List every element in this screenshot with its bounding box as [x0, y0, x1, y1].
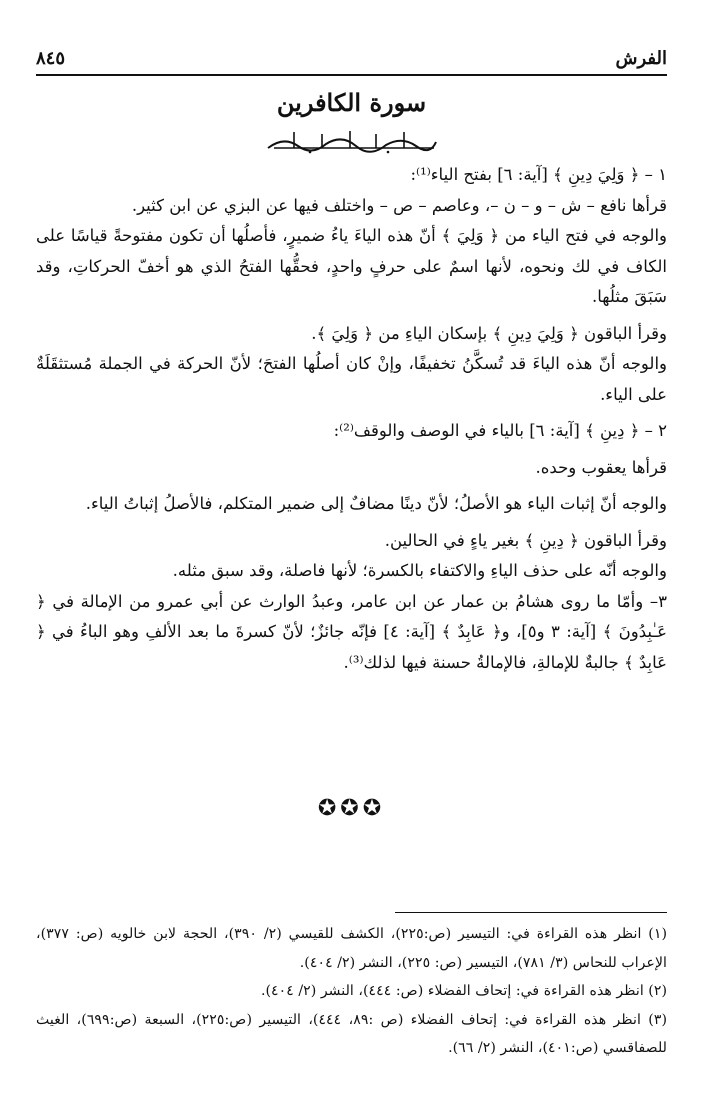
- paragraph: والوجه أنّ هذه الياءَ قد تُسكَّنُ تخفيفًا، وإنْ كان أصلُها الفتحَ؛ لأنّ الحركة في الجملة مُستثقَلَةٌ على الياء.: [36, 354, 667, 404]
- item-1-heading: ١ – ﴿ وَلِيَ دِينِ ﴾ [آية: ٦] بفتح الياء⁽¹⁾:: [410, 165, 667, 184]
- page-number: ٨٤٥: [36, 48, 66, 69]
- paragraph: قرأها نافع – ش – و – ن –، وعاصم – ص – واختلف فيها عن البزي عن ابن كثير.: [131, 195, 667, 215]
- footnote-rule: [395, 912, 667, 913]
- header-rule: [36, 74, 667, 76]
- item-3-paragraph: ٣– وأمّا ما روى هشامُ بن عمار عن ابن عامر، وعبدُ الوارث عن أبي عمرو من الإمالة في ﴿ عَـٰبِدُونَ ﴾ [آية: ٣ و٥]، و﴿ عَابِدٌ ﴾ [آية: ٤] فإنّه جائزٌ؛ لأنّ كسرةَ ما بعد الألفِ وهو الباءُ في ﴿ عَابِدٌ ﴾ جالبةٌ للإمالةِ، فالإمالةُ حسنة فيها لذلك⁽³⁾.: [36, 591, 668, 672]
- paragraph: والوجه أنّه على حذف الياءِ والاكتفاء بالكسرة؛ لأنها فاصلة، وقد سبق مثله.: [172, 561, 667, 580]
- basmala-calligraphy-image: [264, 128, 440, 154]
- paragraph: وقرأ الباقون ﴿ وَلِيَ دِينِ ﴾ بإسكان الياءِ من ﴿ وَلِيَ ﴾.: [311, 323, 667, 343]
- paragraph: قرأها يعقوب وحده.: [535, 457, 667, 477]
- header-title: الفرش: [615, 48, 667, 69]
- footnotes: [36, 920, 667, 1063]
- footnote: (٢) انظر هذه القراءة في: إتحاف الفضلاء (ص: ٤٤٤)، النشر (٢/ ٤٠٤).: [260, 983, 667, 1000]
- basmala-calligraphy: [0, 128, 703, 158]
- paragraph: والوجه أنّ إثبات الياء هو الأصلُ؛ لأنّ دينًا مضافٌ إلى ضمير المتكلم، فالأصلُ إثباتُ الياء.: [85, 494, 667, 513]
- footnote: (٣) انظر هذه القراءة في: إتحاف الفضلاء (ص :٨٩، ٤٤٤)، التيسير (ص:٢٢٥)، السبعة (ص:٦٩٩)، الغيث للصفاقسي (ص:٤٠١)، النشر (٢/ ٦٦).: [36, 1011, 667, 1057]
- item-2-heading: ٢ – ﴿ دِينِ ﴾ [آية: ٦] بالياء في الوصف والوقف⁽²⁾:: [333, 421, 667, 440]
- footnote: (١) انظر هذه القراءة في: التيسير (ص:٢٢٥)، الكشف للقيسي (٢/ ٣٩٠)، الحجة لابن خالويه (ص: ٣٧٧)، الإعراب للنحاس (٣/ ٧٨١)، التيسير (ص: ٢٢٥)، النشر (٢/ ٤٠٤).: [36, 926, 667, 971]
- surah-title: سورة الكافرين: [276, 88, 427, 117]
- body-text: [36, 160, 667, 678]
- paragraph: وقرأ الباقون ﴿ دِينِ ﴾ بغير ياءٍ في الحالين.: [384, 530, 667, 550]
- paragraph: والوجه في فتح الياء من ﴿ وَلِيَ ﴾ أنّ هذه الياءَ ياءُ ضميرٍ، فأصلُها أن تكون مفتوحةً قياسًا على الكاف في لك ونحوه، لأنها اسمٌ على حرفٍ واحدٍ، فحقُّها الفتحُ الذي هو أخفّ الحركاتِ، وقد سَبَقَ مثلُها.: [36, 226, 667, 306]
- running-header: [36, 48, 667, 74]
- end-ornament: ✪✪✪: [317, 796, 386, 821]
